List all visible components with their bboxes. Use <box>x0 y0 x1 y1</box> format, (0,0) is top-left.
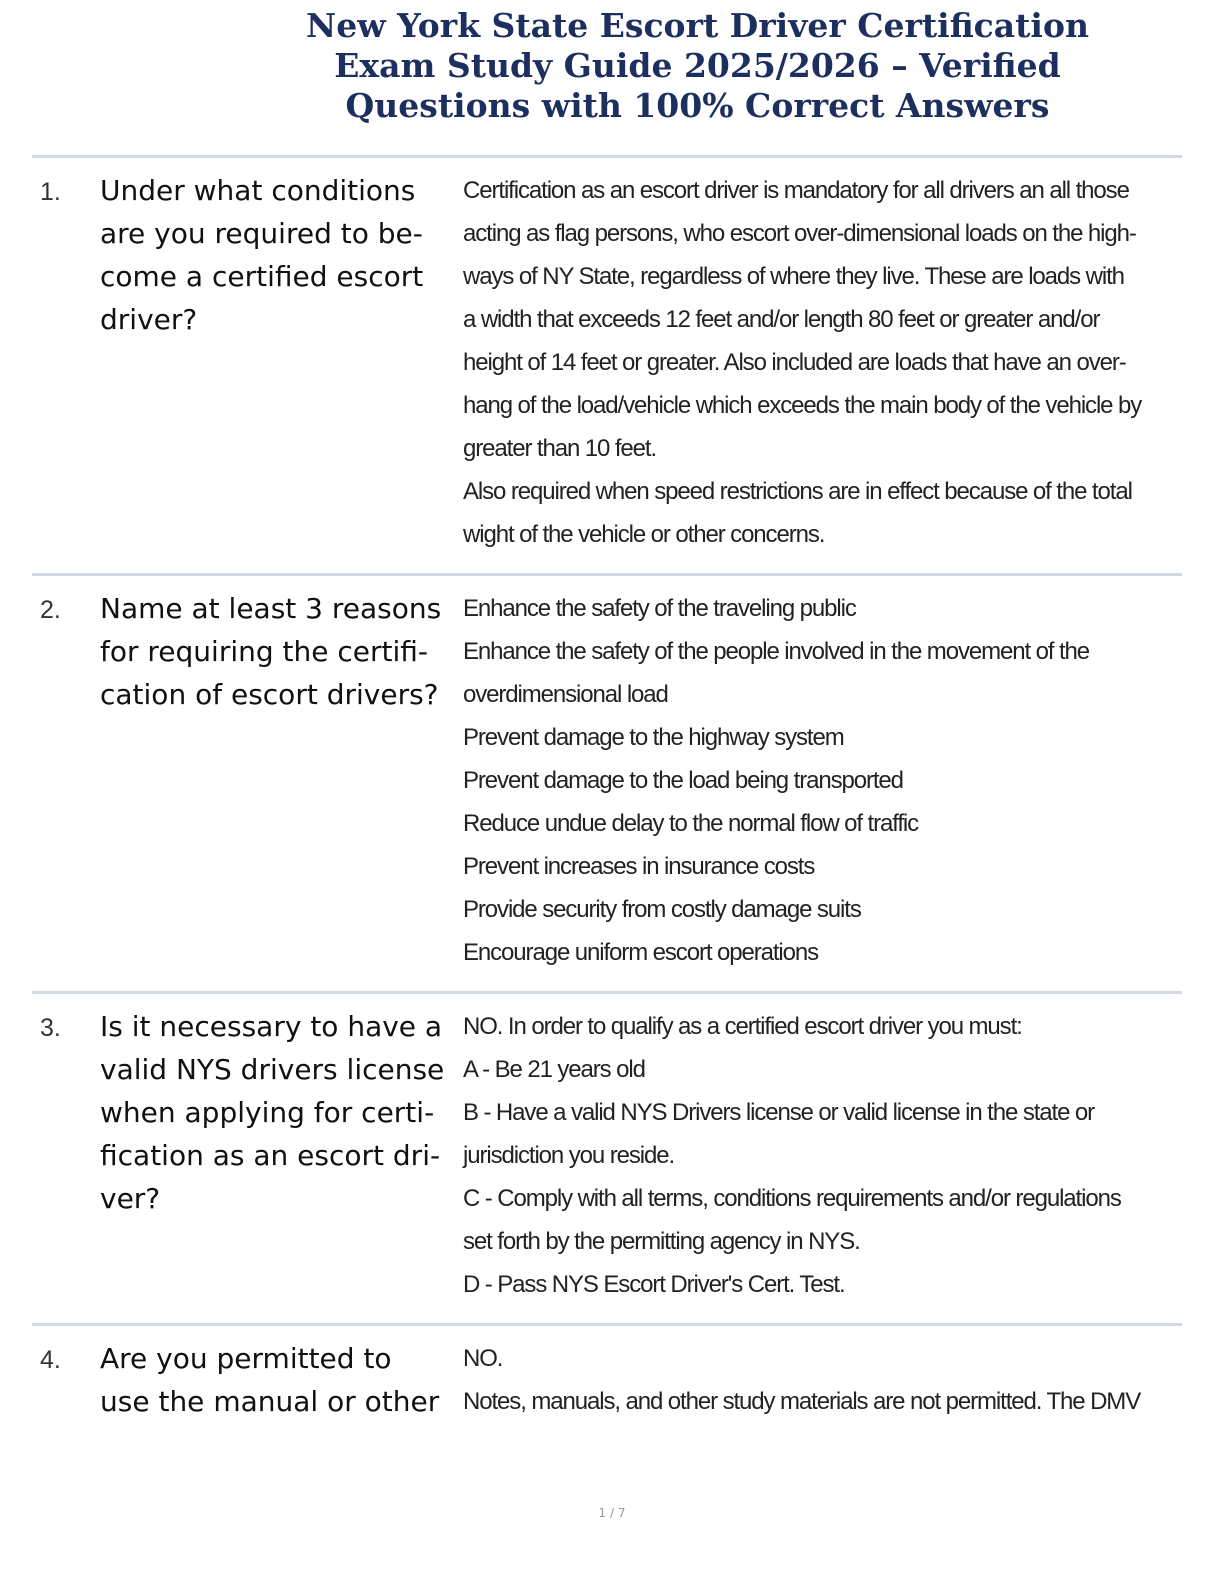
question-number: 1. <box>40 178 61 206</box>
question-line: fication as an escort dri- <box>100 1139 441 1172</box>
question-line: ver? <box>100 1182 161 1215</box>
answer-line: D - Pass NYS Escort Driver's Cert. Test. <box>463 1271 845 1298</box>
question-text <box>100 169 460 341</box>
answer-line: acting as flag persons, who escort over-dimensional loads on the high- <box>463 220 1136 247</box>
question-line: Name at least 3 reasons <box>100 592 442 625</box>
answer-line: B - Have a valid NYS Drivers license or valid license in the state or <box>463 1099 1095 1126</box>
question-line: Is it necessary to have a <box>100 1010 443 1043</box>
question-line: valid NYS drivers license <box>100 1053 445 1086</box>
page-indicator: 1 / 7 <box>598 1506 626 1520</box>
answer-line: Provide security from costly damage suits <box>463 896 861 923</box>
question-text <box>100 587 460 716</box>
answer-text <box>463 1005 1173 1306</box>
answer-line: A - Be 21 years old <box>463 1056 645 1083</box>
answer-text <box>463 169 1173 556</box>
answer-line: wight of the vehicle or other concerns. <box>463 521 825 548</box>
answer-line: Prevent damage to the load being transported <box>463 767 903 794</box>
question-line: come a certified escort <box>100 260 424 293</box>
answer-line: Enhance the safety of the people involved in the movement of the <box>463 638 1090 665</box>
answer-text <box>463 587 1173 974</box>
answer-line: height of 14 feet or greater. Also included are loads that have an over- <box>463 349 1126 376</box>
question-line: Are you permitted to <box>100 1342 392 1375</box>
answer-line: Certification as an escort driver is mandatory for all drivers an all those <box>463 177 1129 204</box>
answer-line: NO. <box>463 1345 503 1372</box>
divider <box>32 155 1182 158</box>
answer-line: Prevent damage to the highway system <box>463 724 844 751</box>
answer-line: Also required when speed restrictions are in effect because of the total <box>463 478 1132 505</box>
answer-line: jurisdiction you reside. <box>463 1142 675 1169</box>
answer-line: Encourage uniform escort operations <box>463 939 819 966</box>
answer-line: greater than 10 feet. <box>463 435 657 462</box>
title-line: Questions with 100% Correct Answers <box>345 86 1050 125</box>
answer-line: Reduce undue delay to the normal flow of traffic <box>463 810 919 837</box>
question-text <box>100 1337 460 1423</box>
document-title <box>300 6 1095 126</box>
question-line: for requiring the certifi- <box>100 635 429 668</box>
question-line: are you required to be- <box>100 217 423 250</box>
answer-line: overdimensional load <box>463 681 668 708</box>
question-line: when applying for certi- <box>100 1096 435 1129</box>
question-line: cation of escort drivers? <box>100 678 439 711</box>
answer-line: C - Comply with all terms, conditions requirements and/or regulations <box>463 1185 1121 1212</box>
question-line: Under what conditions <box>100 174 416 207</box>
question-number: 4. <box>40 1346 61 1374</box>
question-text <box>100 1005 460 1220</box>
title-line: New York State Escort Driver Certification <box>306 6 1089 45</box>
answer-line: Notes, manuals, and other study materials are not permitted. The DMV <box>463 1388 1141 1415</box>
answer-line: NO. In order to qualify as a certified escort driver you must: <box>463 1013 1022 1040</box>
answer-line: Prevent increases in insurance costs <box>463 853 815 880</box>
question-number: 2. <box>40 596 61 624</box>
divider <box>32 1323 1182 1326</box>
question-line: use the manual or other <box>100 1385 440 1418</box>
answer-line: a width that exceeds 12 feet and/or length 80 feet or greater and/or <box>463 306 1100 333</box>
title-line: Exam Study Guide 2025/2026 – Verified <box>334 46 1061 85</box>
question-line: driver? <box>100 303 198 336</box>
divider <box>32 991 1182 994</box>
answer-line: set forth by the permitting agency in NYS. <box>463 1228 860 1255</box>
answer-line: ways of NY State, regardless of where they live. These are loads with <box>463 263 1124 290</box>
answer-text <box>463 1337 1173 1423</box>
question-number: 3. <box>40 1014 61 1042</box>
answer-line: hang of the load/vehicle which exceeds the main body of the vehicle by <box>463 392 1142 419</box>
answer-line: Enhance the safety of the traveling public <box>463 595 856 622</box>
divider <box>32 573 1182 576</box>
